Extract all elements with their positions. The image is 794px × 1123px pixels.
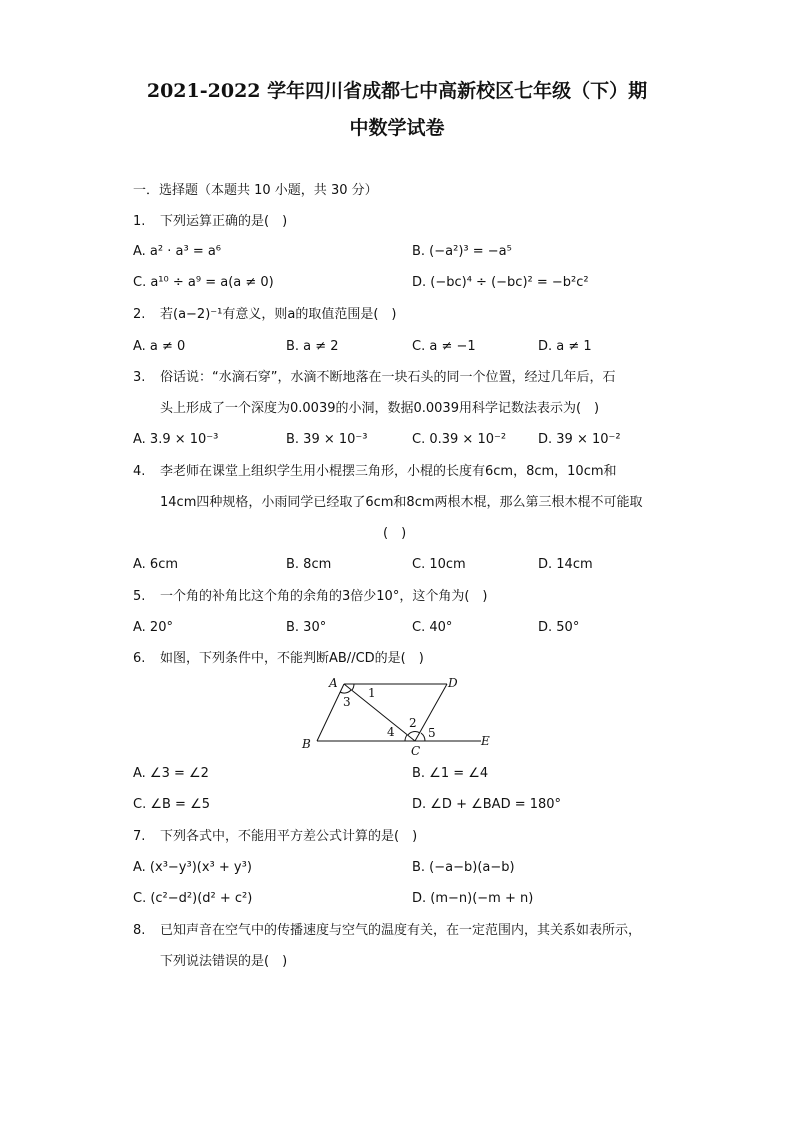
option-a: A. ∠3 = ∠2 [133,766,209,781]
option-b: B. 30° [286,620,327,635]
question-text-cont: 头上形成了一个深度为0.0039的小洞，数据0.0039用科学记数法表示为( ) [160,401,600,416]
question-number: 5. [133,589,146,604]
label-b: B [302,737,311,751]
option-b: B. ∠1 = ∠4 [412,766,489,781]
label-angle-5: 5 [428,726,436,740]
angle-arc-5 [421,733,425,741]
option-d: D. ∠D + ∠BAD = 180° [412,797,562,812]
option-b: B. 39 × 10⁻³ [286,432,368,447]
question-text-cont: 14cm四种规格，小雨同学已经取了6cm和8cm两根木棍，那么第三根木棍不可能取 [160,495,643,510]
option-c: C. 40° [412,620,453,635]
label-e: E [481,734,490,748]
label-angle-2: 2 [409,716,417,730]
option-c: C. ∠B = ∠5 [133,797,210,812]
label-d: D [448,676,458,690]
question-text: 若(a−2)⁻¹有意义，则a的取值范围是( ) [160,307,397,322]
question-text-cont: 下列说法错误的是( ) [160,954,288,969]
angle-arc-4 [405,735,407,741]
option-d: D. 14cm [538,557,593,572]
question-text: 俗话说：“水滴石穿”，水滴不断地落在一块石头的同一个位置，经过几年后，石 [160,370,616,385]
question-number: 7. [133,829,146,844]
question-number: 6. [133,651,146,666]
segment-ac [344,684,415,741]
question-number: 4. [133,464,146,479]
question-paren: ( ) [383,526,407,541]
question-number: 2. [133,307,146,322]
question-number: 8. [133,923,146,938]
label-c: C [411,744,421,758]
angle-arc-1 [352,684,354,690]
option-d: D. 50° [538,620,580,635]
question-number: 3. [133,370,146,385]
question-text: 李老师在课堂上组织学生用小棍摆三角形，小棍的长度有6cm，8cm，10cm和 [160,464,617,479]
option-a: A. 3.9 × 10⁻³ [133,432,219,447]
option-b: B. a ≠ 2 [286,339,339,354]
question-text: 下列运算正确的是( ) [160,214,288,229]
question-number: 1. [133,214,146,229]
option-a: A. 20° [133,620,173,635]
option-c: C. 0.39 × 10⁻² [412,432,507,447]
option-c: C. (c²−d²)(d² + c²) [133,891,253,906]
option-d: D. a ≠ 1 [538,339,592,354]
option-a: A. (x³−y³)(x³ + y³) [133,860,252,875]
question-text: 已知声音在空气中的传播速度与空气的温度有关，在一定范围内，其关系如表所示， [160,923,642,938]
option-c: C. a ≠ −1 [412,339,476,354]
question-text: 如图，下列条件中，不能判断AB//CD的是( ) [160,651,424,666]
option-d: D. (m−n)(−m + n) [412,891,534,906]
geometry-figure [295,676,505,758]
option-a: A. a² · a³ = a⁶ [133,244,222,259]
label-angle-4: 4 [387,725,395,739]
option-a: A. a ≠ 0 [133,339,186,354]
label-angle-3: 3 [343,695,351,709]
option-c: C. 10cm [412,557,466,572]
option-d: D. (−bc)⁴ ÷ (−bc)² = −b²c² [412,275,589,290]
label-angle-1: 1 [368,686,376,700]
page-title-line2: 中数学试卷 [349,117,445,139]
page-title: 2021-2022 学年四川省成都七中高新校区七年级（下）期 [146,80,648,102]
label-a: A [329,676,338,690]
question-text: 下列各式中，不能用平方差公式计算的是( ) [160,829,418,844]
option-c: C. a¹⁰ ÷ a⁹ = a(a ≠ 0) [133,275,274,290]
option-d: D. 39 × 10⁻² [538,432,621,447]
question-text: 一个角的补角比这个角的余角的3倍少10°，这个角为( ) [160,589,488,604]
angle-arc-3 [340,690,351,693]
segment-ab [317,684,344,741]
option-b: B. (−a−b)(a−b) [412,860,515,875]
section-heading: 一．选择题（本题共 10 小题，共 30 分） [133,183,378,198]
option-b: B. 8cm [286,557,332,572]
option-b: B. (−a²)³ = −a⁵ [412,244,512,259]
option-a: A. 6cm [133,557,179,572]
